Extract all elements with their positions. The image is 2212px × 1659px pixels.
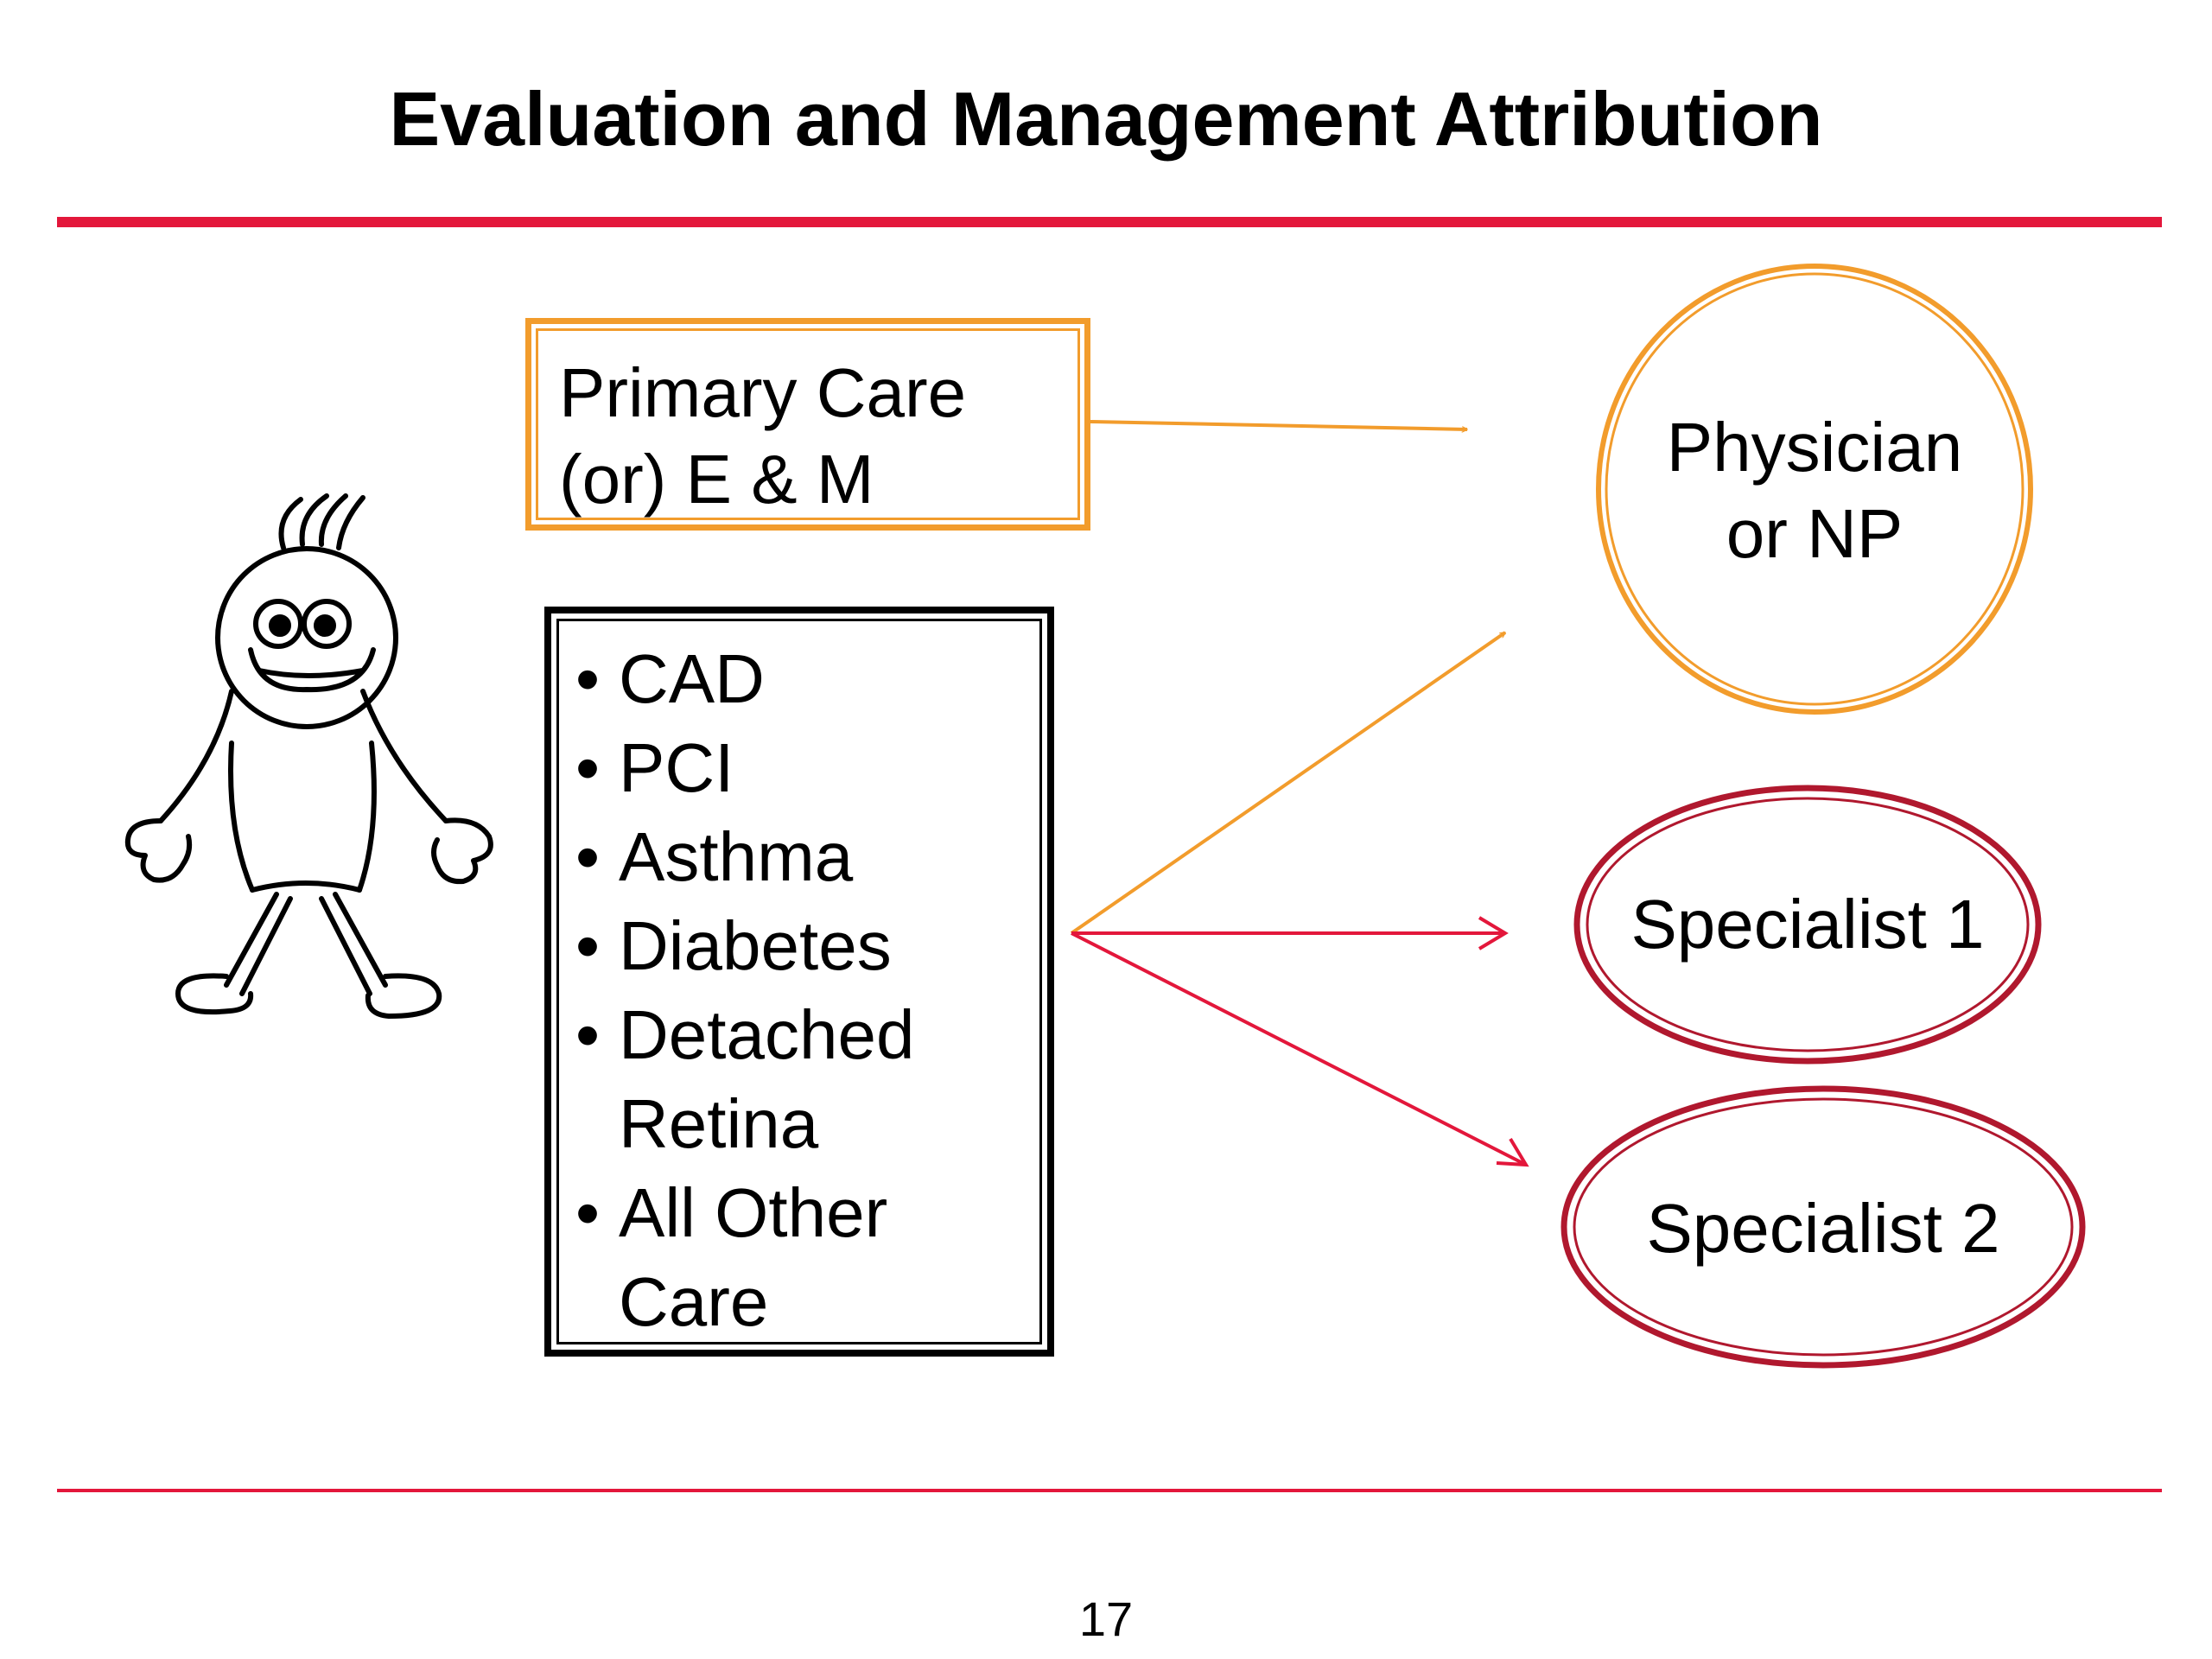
conditions-box [544, 607, 1054, 1357]
condition-item [575, 990, 1047, 1168]
condition-item [575, 812, 1047, 901]
conditions-list [575, 634, 1047, 1346]
arrow-primary-care-to-physician [1090, 422, 1467, 429]
physician-label-line-2: or NP [1726, 495, 1904, 572]
condition-item [575, 1168, 1047, 1346]
bullet-icon: • [575, 1174, 601, 1251]
cartoon-person-icon [128, 496, 491, 1016]
bullet-icon: • [575, 640, 601, 717]
condition-label: CAD [619, 640, 765, 717]
bottom-divider [57, 1489, 2162, 1492]
primary-care-box [525, 318, 1090, 531]
primary-care-line-1: Primary Care [559, 354, 967, 431]
condition-label: All Other Care [619, 1174, 888, 1340]
bullet-icon: • [575, 996, 601, 1073]
arrow-conditions-to-physician [1071, 632, 1505, 933]
condition-item [575, 634, 1047, 723]
condition-item [575, 723, 1047, 812]
arrow-conditions-to-specialist-2 [1071, 933, 1526, 1165]
specialist-2-label: Specialist 2 [1646, 1190, 2000, 1267]
condition-item [575, 901, 1047, 990]
specialist-1-label: Specialist 1 [1630, 886, 1985, 963]
condition-label: PCI [619, 729, 734, 806]
condition-label: Asthma [619, 818, 854, 895]
bullet-icon: • [575, 818, 601, 895]
physician-label [1624, 404, 2005, 577]
bullet-icon: • [575, 907, 601, 984]
bullet-icon: • [575, 729, 601, 806]
primary-care-line-2: (or) E & M [559, 441, 874, 518]
condition-label: Detached Retina [619, 996, 915, 1162]
condition-label: Diabetes [619, 907, 892, 984]
physician-label-line-1: Physician [1666, 409, 1963, 486]
slide-title: Evaluation and Management Attribution [389, 76, 1823, 162]
page-number: 17 [1078, 1592, 1134, 1646]
